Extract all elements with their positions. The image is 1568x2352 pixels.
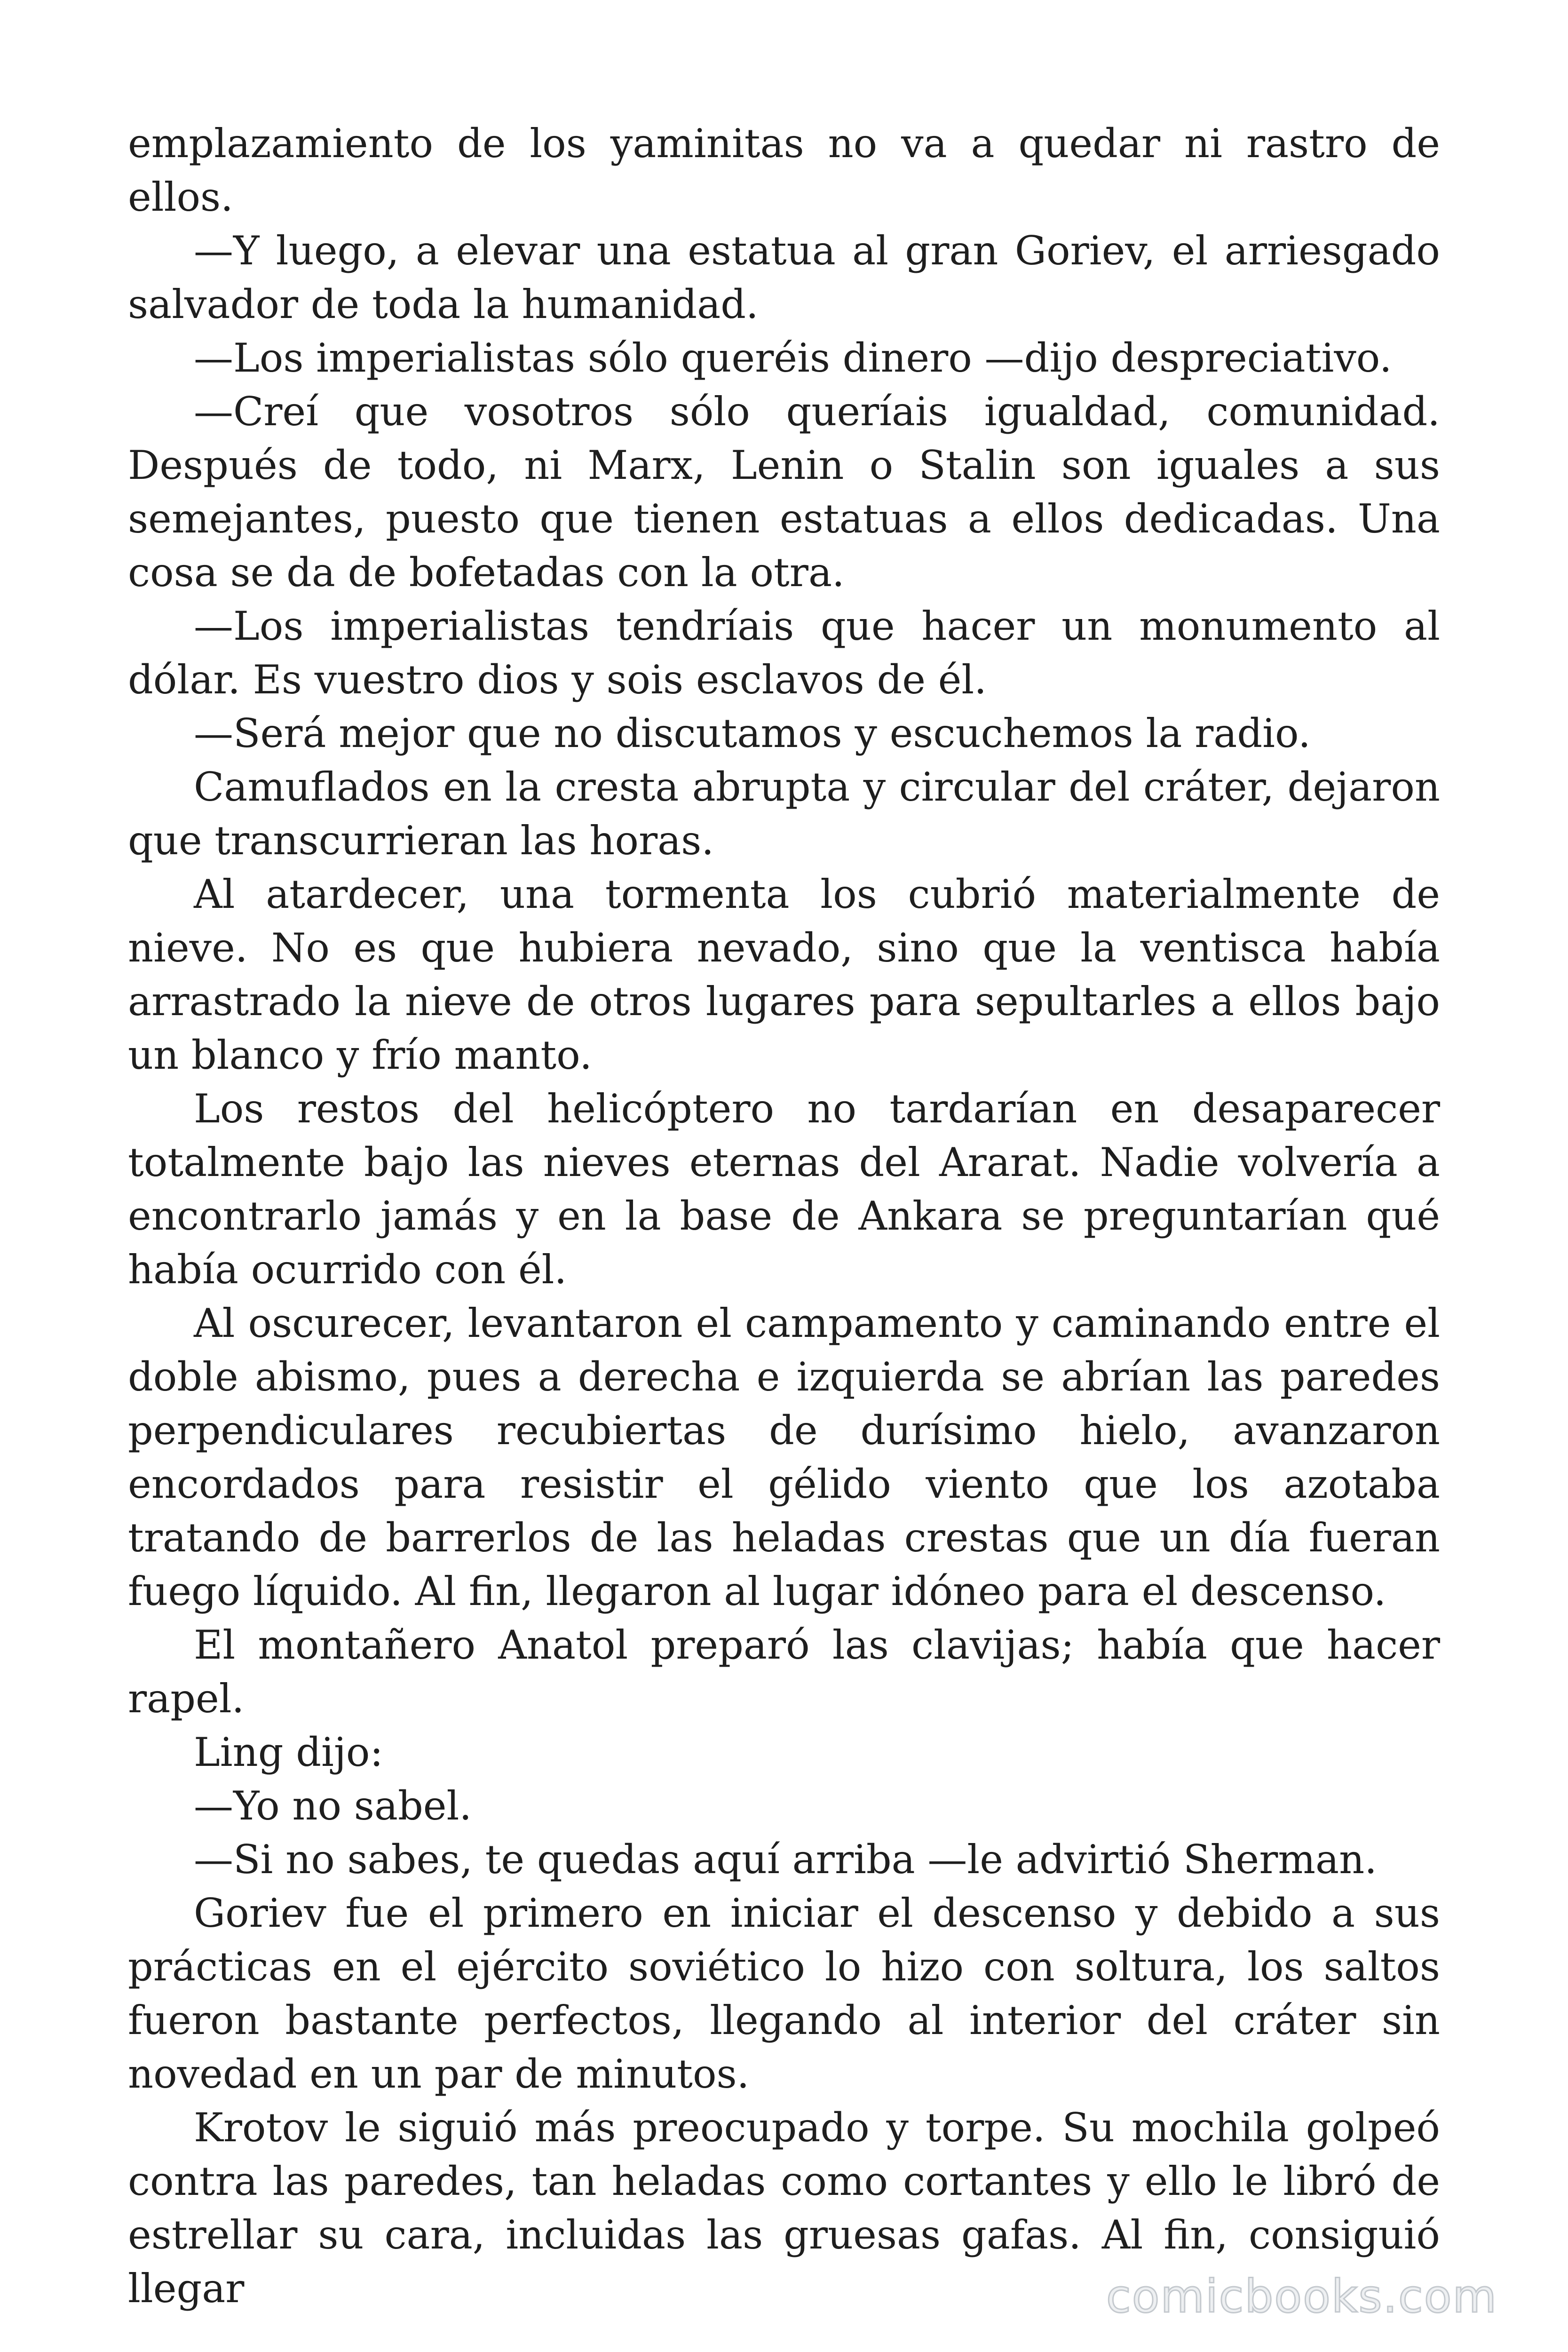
paragraph: Goriev fue el primero en iniciar el descenso y debido a sus prácticas en el ejército soviético lo hizo con soltura, los saltos fueron bastante perfectos, llegando al interior del cráter sin novedad en un par de minutos. xyxy=(128,1890,1440,2097)
paragraph: Krotov le siguió más preocupado y torpe. Su mochila golpeó contra las paredes, tan heladas como cortantes y ello le libró de estrellar su cara, incluidas las gruesas gafas. Al fin, consiguió llegar xyxy=(128,2105,1440,2312)
paragraph: Camuflados en la cresta abrupta y circular del cráter, dejaron que transcurrieran las horas. xyxy=(128,764,1440,864)
paragraph-continued: emplazamiento de los yaminitas no va a quedar ni rastro de ellos. xyxy=(128,120,1440,220)
paragraph: Al atardecer, una tormenta los cubrió materialmente de nieve. No es que hubiera nevado, sino que la ventisca había arrastrado la nieve de otros lugares para sepultarles a ellos bajo un blanco y frío manto. xyxy=(128,871,1440,1078)
site-watermark: comicbooks.com xyxy=(1106,2270,1497,2323)
paragraph: —Los imperialistas sólo queréis dinero —dijo despreciativo. xyxy=(194,335,1392,381)
paragraph: —Creí que vosotros sólo queríais igualdad, comunidad. Después de todo, ni Marx, Lenin o Stalin son iguales a sus semejantes, puesto que tienen estatuas a ellos dedicadas. Una cosa se da de bofetadas con la otra. xyxy=(128,389,1440,596)
paragraph: Ling dijo: xyxy=(194,1729,383,1775)
paragraph: —Y luego, a elevar una estatua al gran Goriev, el arriesgado salvador de toda la humanidad. xyxy=(128,228,1440,327)
paragraph: Al oscurecer, levantaron el campamento y caminando entre el doble abismo, pues a derecha e izquierda se abrían las paredes perpendiculares recubiertas de durísimo hielo, avanzaron encordados para resistir el gélido viento que los azotaba tratando de barrerlos de las heladas crestas que un día fueran fuego líquido. Al fin, llegaron al lugar idóneo para el descenso. xyxy=(128,1300,1440,1614)
book-page-text xyxy=(128,117,1440,2315)
paragraph: Los restos del helicóptero no tardarían en desaparecer totalmente bajo las nieves eternas del Ararat. Nadie volvería a encontrarlo jamás y en la base de Ankara se preguntarían qué había ocurrido con él. xyxy=(128,1086,1440,1293)
paragraph: —Será mejor que no discutamos y escuchemos la radio. xyxy=(194,710,1311,756)
paragraph: El montañero Anatol preparó las clavijas; había que hacer rapel. xyxy=(128,1622,1440,1722)
paragraph: —Yo no sabel. xyxy=(194,1783,472,1829)
paragraph: —Los imperialistas tendríais que hacer un monumento al dólar. Es vuestro dios y sois esclavos de él. xyxy=(128,603,1440,703)
paragraph: —Si no sabes, te quedas aquí arriba —le advirtió Sherman. xyxy=(194,1836,1377,1883)
